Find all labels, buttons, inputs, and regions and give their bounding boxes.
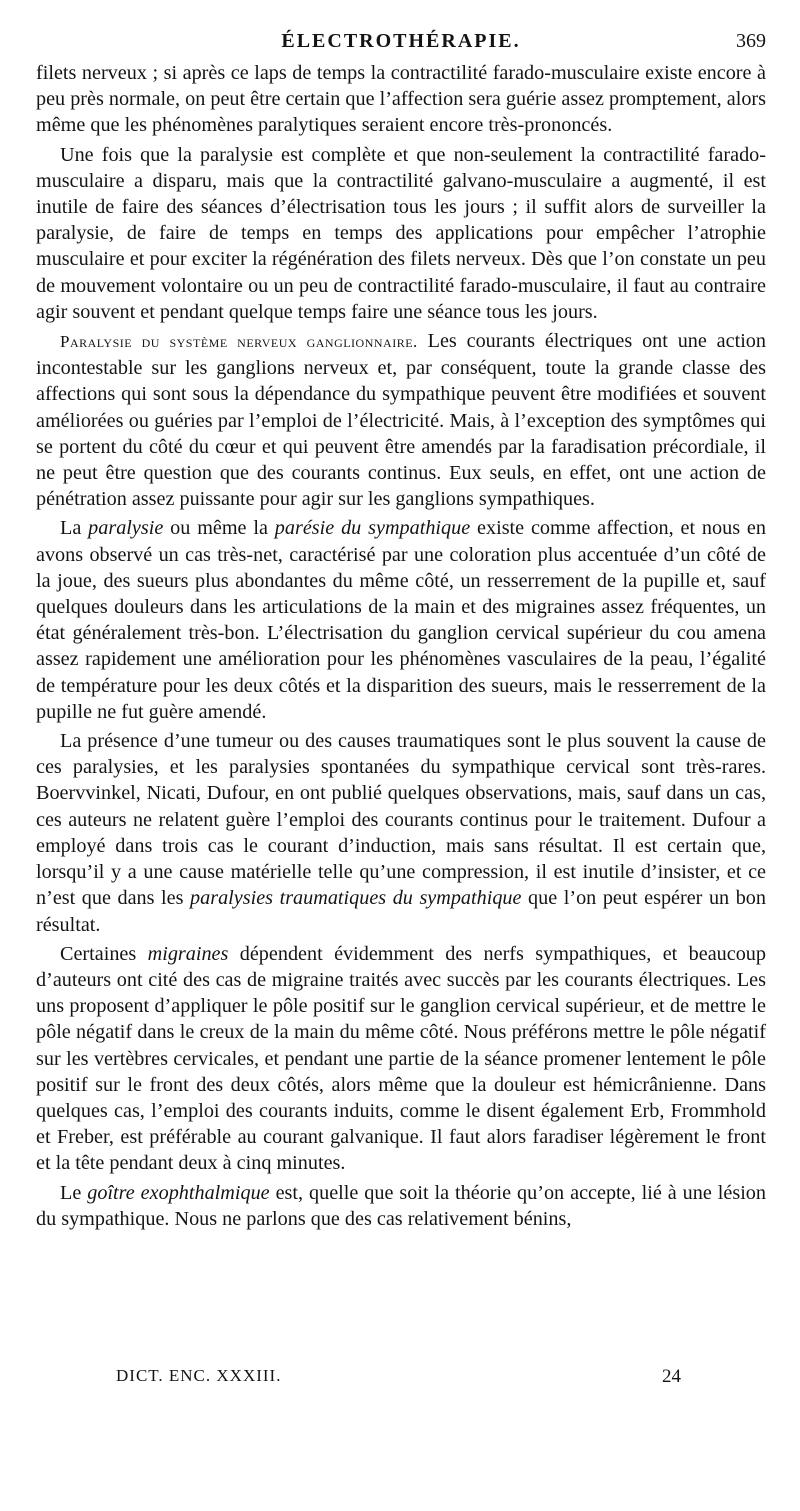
paragraph-goitre	[36, 1180, 766, 1232]
section-heading: Paralysie du système nerveux ganglionnaire.	[60, 332, 418, 352]
page-number: 369	[736, 30, 766, 52]
running-title: ÉLECTROTHÉRAPIE.	[281, 30, 521, 52]
text-run: que l’on peut espérer un bon résultat.	[36, 887, 766, 936]
body-text	[36, 60, 766, 1232]
text-run: ou même la	[163, 517, 275, 540]
signature-number: 24	[662, 1366, 681, 1387]
page-footer	[36, 1366, 766, 1396]
paragraph-migraines	[36, 941, 766, 1177]
page	[36, 0, 766, 1235]
paragraph-text: filets nerveux ; si après ce laps de temps la contractilité farado-musculaire existe encore à peu près normale, on peut être certain que l’affection sera guérie assez promptement, alors même que les phénomènes paralytiques seraient encore très-prononcés.	[36, 62, 766, 137]
italic-term: paralysies traumatiques du sympathique	[190, 887, 522, 910]
paragraph-text: Les courants électriques ont une action incontestable sur les ganglions nerveux et, par conséquent, toute la grande classe des affections qui sont sous la dépendance du sympathique peuvent être modifiées et souvent améliorées ou guéries par l’emploi de l’électricité. Mais, à l’exception des symptômes qui se portent du côté du cœur et qui peuvent être amendés par la faradisation précordiale, il ne peut être question que des courants continus. Eux seuls, en effet, ont une action de pénétration assez puissante pour agir sur les ganglions sympathiques.	[36, 330, 766, 511]
italic-term: goître exophthalmique	[87, 1181, 270, 1204]
paragraph-text: Une fois que la paralysie est complète et que non-seulement la contractilité farado-musculaire a disparu, mais que la contractilité galvano-musculaire a augmenté, il est inutile de faire des séances d’électrisation tous les jours ; il suffit alors de surveiller la paralysie, de faire de temps en temps des applications pour empêcher l’atrophie musculaire et pour exciter la régénération des filets nerveux. Dès que l’on constate un peu de mouvement volontaire ou un peu de contractilité farado-musculaire, il faut au contraire agir souvent et pendant quelque temps faire une séance tous les jours.	[36, 143, 766, 323]
italic-term: migraines	[147, 942, 229, 965]
text-run: Certaines	[60, 942, 148, 965]
printer-signature: DICT. ENC. XXXIII.	[116, 1366, 282, 1385]
text-run: La présence d’une tumeur ou des causes traumatiques sont le plus souvent la cause de ces paralysies, et les paralysies spontanées du sympathique cervical sont très-rares. Boervvinkel, Nicati, Dufour, en ont publié quelques observations, mais, sauf dans un cas, ces auteurs ne relatent guère l’emploi des courants continus pour le traitement. Dufour a employé dans trois cas le courant d’induction, mais sans résultat. Il est certain que, lorsqu’il y a une cause matérielle telle qu’une compression, il est inutile d’insister, et ce n’est que dans les	[36, 730, 766, 910]
text-run: existe comme affection, et nous en avons observé un cas très-net, caractérisé par une coloration plus accentuée d’un côté de la joue, des sueurs plus abondantes du même côté, un resserrement de la pupille et, sauf quelques douleurs dans les articulations de la main et des migraines assez fréquentes, un état généralement très-bon. L’électrisation du ganglion cervical supérieur du cou amena assez rapidement une amélioration pour les phénomènes vasculaires de la peau, l’égalité de température pour les deux côtés et la disparition des sueurs, mais le resserrement de la pupille ne fut guère amendé.	[36, 517, 766, 723]
italic-term: paralysie	[88, 517, 164, 540]
paragraph-continuation	[36, 60, 766, 139]
paragraph-complete-paralysis	[36, 142, 766, 325]
italic-term: parésie du sympathique	[274, 517, 471, 540]
text-run: Le	[60, 1181, 88, 1204]
running-head	[36, 0, 766, 60]
paragraph-tumour-causes	[36, 728, 766, 938]
text-run: est, quelle que soit la théorie qu’on accepte, lié à une lésion du sympathique. Nous ne parlons que des cas relativement bénins,	[36, 1181, 766, 1230]
text-run: La	[60, 517, 89, 540]
paragraph-ganglionic-paralysis	[36, 328, 766, 512]
paragraph-sympathetic-paresis	[36, 515, 766, 725]
text-run: dépendent évidemment des nerfs sympathiques, et beaucoup d’auteurs ont cité des cas de migraine traités avec succès par les courants électriques. Les uns proposent d’appliquer le pôle positif sur le ganglion cervical supérieur, et de mettre le pôle négatif dans le creux de la main du même côté. Nous préférons mettre le pôle négatif sur les vertèbres cervicales, et pendant une partie de la séance promener lentement le pôle positif sur le front des deux côtés, alors même que la douleur est hémicrânienne. Dans quelques cas, l’emploi des courants induits, comme le disent également Erb, Frommhold et Freber, est préférable au courant galvanique. Il faut alors faradiser légèrement le front et la tête pendant deux à cinq minutes.	[36, 942, 766, 1175]
